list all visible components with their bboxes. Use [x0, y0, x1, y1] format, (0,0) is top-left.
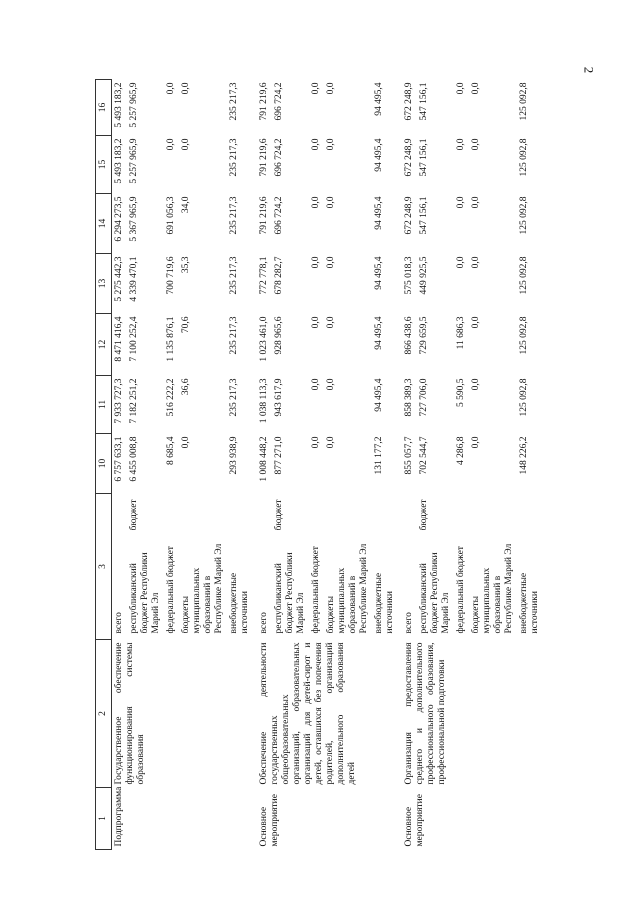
value-cell: 702 544,7	[419, 436, 429, 475]
value-cell: 235 217,3	[229, 138, 239, 177]
value-cell: 0,0	[471, 196, 481, 209]
header-col-14: 14	[96, 194, 112, 254]
value-cell: 125 092,8	[519, 256, 529, 295]
value-cell: 696 724,2	[274, 138, 284, 177]
value-cell: 858 389,3	[404, 378, 414, 417]
value-cell: 547 156,1	[419, 82, 429, 121]
header-col-1: 1	[96, 788, 112, 850]
funding-source: республиканский бюджет Республики Марий Эл	[129, 552, 161, 634]
funding-source-suffix	[454, 494, 469, 534]
value-cell: 0,0	[456, 138, 466, 151]
funding-source-suffix	[402, 494, 417, 534]
funding-source: федеральный бюджет	[166, 546, 176, 634]
value-cell: 0,0	[166, 138, 176, 151]
value-cell: 5 590,5	[456, 378, 466, 407]
value-cell: 1 038 113,3	[259, 378, 269, 424]
value-cell: 94 495,4	[374, 316, 384, 350]
page-number: 2	[580, 66, 596, 74]
value-cell: 729 659,5	[419, 316, 429, 355]
value-cell: 877 271,0	[274, 436, 284, 475]
funding-source: всего	[404, 612, 414, 634]
value-cell: 11 686,3	[456, 316, 466, 350]
funding-source: внебюджетные источники	[229, 572, 250, 634]
value-cell: 7 100 252,4	[129, 316, 139, 362]
value-cell: 0,0	[311, 82, 321, 95]
value-cell: 791 219,6	[259, 138, 269, 177]
funding-source-suffix: бюджет	[129, 499, 139, 531]
value-cell: 0,0	[181, 436, 191, 449]
value-cell: 0,0	[311, 316, 321, 329]
value-cell: 943 617,9	[274, 378, 284, 417]
funding-source-suffix	[112, 494, 128, 534]
value-cell: 575 018,3	[404, 256, 414, 295]
value-cell: 0,0	[326, 436, 336, 449]
table-row	[402, 80, 417, 850]
value-cell: 696 724,2	[274, 196, 284, 235]
header-col-10: 10	[96, 434, 112, 494]
value-cell: 94 495,4	[374, 256, 384, 290]
funding-source-suffix: бюджет	[419, 499, 429, 531]
value-cell: 4 286,8	[456, 436, 466, 465]
row-status: Подпрограмма	[114, 786, 124, 847]
funding-source: бюджеты муниципальных образований в Республике Марий Эл	[326, 543, 369, 634]
value-cell: 94 495,4	[374, 82, 384, 116]
value-cell: 772 778,1	[259, 256, 269, 295]
value-cell: 125 092,8	[519, 82, 529, 121]
funding-source-suffix	[309, 494, 324, 534]
value-cell: 235 217,3	[229, 256, 239, 295]
value-cell: 1 135 876,1	[166, 316, 176, 362]
value-cell: 0,0	[311, 256, 321, 269]
row-status: Основное мероприятие	[259, 794, 280, 847]
value-cell: 125 092,8	[519, 196, 529, 235]
header-col-3: 3	[96, 494, 112, 640]
value-cell: 7 933 727,3	[114, 378, 124, 424]
value-cell: 0,0	[456, 196, 466, 209]
value-cell: 5 257 965,9	[129, 138, 139, 184]
funding-source: всего	[259, 612, 269, 634]
value-cell: 0,0	[471, 82, 481, 95]
funding-source-suffix	[469, 494, 517, 534]
table-row	[112, 80, 128, 850]
budget-table	[95, 79, 543, 850]
value-cell: 0,0	[311, 378, 321, 391]
value-cell: 0,0	[311, 196, 321, 209]
value-cell: 672 248,9	[404, 196, 414, 235]
value-cell: 293 938,9	[229, 436, 239, 475]
funding-source: внебюджетные источники	[519, 572, 540, 634]
value-cell: 672 248,9	[404, 82, 414, 121]
value-cell: 131 177,2	[374, 436, 384, 475]
table-row	[257, 80, 272, 850]
funding-source-suffix	[324, 494, 372, 534]
value-cell: 8 685,4	[166, 436, 176, 465]
value-cell: 0,0	[181, 82, 191, 95]
value-cell: 791 219,6	[259, 82, 269, 121]
funding-source: бюджеты муниципальных образований в Республике Марий Эл	[471, 543, 514, 634]
value-cell: 5 493 183,2	[114, 82, 124, 128]
value-cell: 125 092,8	[519, 316, 529, 355]
value-cell: 0,0	[471, 138, 481, 151]
value-cell: 235 217,3	[229, 378, 239, 417]
header-col-13: 13	[96, 254, 112, 314]
value-cell: 5 275 442,3	[114, 256, 124, 302]
value-cell: 34,0	[181, 196, 191, 214]
value-cell: 866 438,6	[404, 316, 414, 355]
value-cell: 547 156,1	[419, 196, 429, 235]
value-cell: 928 965,6	[274, 316, 284, 355]
header-col-15: 15	[96, 136, 112, 194]
row-name: Государственное обеспечение функционирования системы образования	[114, 642, 146, 785]
value-cell: 0,0	[311, 436, 321, 449]
value-cell: 6 294 273,5	[114, 196, 124, 242]
value-cell: 125 092,8	[519, 378, 529, 417]
value-cell: 235 217,3	[229, 196, 239, 235]
rotated-table-sheet	[95, 80, 595, 850]
header-col-2: 2	[96, 640, 112, 788]
value-cell: 5 367 965,9	[129, 196, 139, 242]
row-name: Организация предоставления среднего и дополнительного профессионального образования, профессиональной подготовки	[404, 642, 447, 785]
value-cell: 6 455 008,8	[129, 436, 139, 482]
value-cell: 5 257 965,9	[129, 82, 139, 128]
funding-source: бюджеты муниципальных образований в Республике Марий Эл	[181, 543, 224, 634]
funding-source-suffix	[227, 494, 253, 534]
value-cell: 1 008 448,2	[259, 436, 269, 482]
value-cell: 70,6	[181, 316, 191, 334]
value-cell: 0,0	[311, 138, 321, 151]
value-cell: 0,0	[181, 138, 191, 151]
value-cell: 94 495,4	[374, 378, 384, 412]
value-cell: 672 248,9	[404, 138, 414, 177]
funding-source: всего	[114, 612, 124, 634]
value-cell: 791 219,6	[259, 196, 269, 235]
value-cell: 8 471 416,4	[114, 316, 124, 362]
value-cell: 6 757 633,1	[114, 436, 124, 482]
funding-source-suffix	[372, 494, 398, 534]
funding-source: федеральный бюджет	[311, 546, 321, 634]
value-cell: 235 217,3	[229, 82, 239, 121]
value-cell: 727 706,0	[419, 378, 429, 417]
value-cell: 516 222,2	[166, 378, 176, 417]
funding-source-suffix	[257, 494, 272, 534]
row-name: Обеспечение деятельности государственных общеобразовательных организаций, образовательных организаций для детей-сирот и детей, оставшихся без попечения родителей, организаций дополнительного образования детей	[259, 642, 357, 785]
value-cell: 0,0	[456, 256, 466, 269]
funding-source: федеральный бюджет	[456, 546, 466, 634]
funding-source: республиканский бюджет Республики Марий Эл	[419, 552, 451, 634]
value-cell: 0,0	[166, 82, 176, 95]
value-cell: 235 217,3	[229, 316, 239, 355]
value-cell: 0,0	[471, 436, 481, 449]
value-cell: 0,0	[326, 378, 336, 391]
funding-source-suffix	[517, 494, 543, 534]
funding-source: внебюджетные источники	[374, 572, 395, 634]
funding-source: республиканский бюджет Республики Марий Эл	[274, 552, 306, 634]
header-col-11: 11	[96, 376, 112, 434]
value-cell: 696 724,2	[274, 82, 284, 121]
funding-source-suffix	[164, 494, 179, 534]
value-cell: 0,0	[471, 378, 481, 391]
value-cell: 0,0	[326, 138, 336, 151]
header-col-12: 12	[96, 314, 112, 376]
value-cell: 691 056,3	[166, 196, 176, 235]
header-row	[96, 80, 112, 850]
value-cell: 36,6	[181, 378, 191, 396]
value-cell: 0,0	[326, 82, 336, 95]
value-cell: 4 339 470,1	[129, 256, 139, 302]
value-cell: 700 719,6	[166, 256, 176, 295]
funding-source-suffix: бюджет	[274, 499, 284, 531]
value-cell: 0,0	[326, 316, 336, 329]
value-cell: 5 493 183,2	[114, 138, 124, 184]
value-cell: 125 092,8	[519, 138, 529, 177]
value-cell: 35,3	[181, 256, 191, 274]
value-cell: 0,0	[326, 196, 336, 209]
value-cell: 0,0	[456, 82, 466, 95]
funding-source-suffix	[179, 494, 227, 534]
value-cell: 547 156,1	[419, 138, 429, 177]
value-cell: 0,0	[326, 256, 336, 269]
value-cell: 94 495,4	[374, 196, 384, 230]
value-cell: 449 925,5	[419, 256, 429, 295]
table-body	[112, 80, 544, 850]
value-cell: 94 495,4	[374, 138, 384, 172]
value-cell: 1 023 461,0	[259, 316, 269, 362]
value-cell: 855 057,7	[404, 436, 414, 475]
row-status: Основное мероприятие	[404, 794, 425, 847]
value-cell: 678 282,7	[274, 256, 284, 295]
header-col-16: 16	[96, 80, 112, 136]
value-cell: 0,0	[471, 256, 481, 269]
value-cell: 0,0	[471, 316, 481, 329]
value-cell: 148 226,2	[519, 436, 529, 475]
value-cell: 7 182 251,2	[129, 378, 139, 424]
